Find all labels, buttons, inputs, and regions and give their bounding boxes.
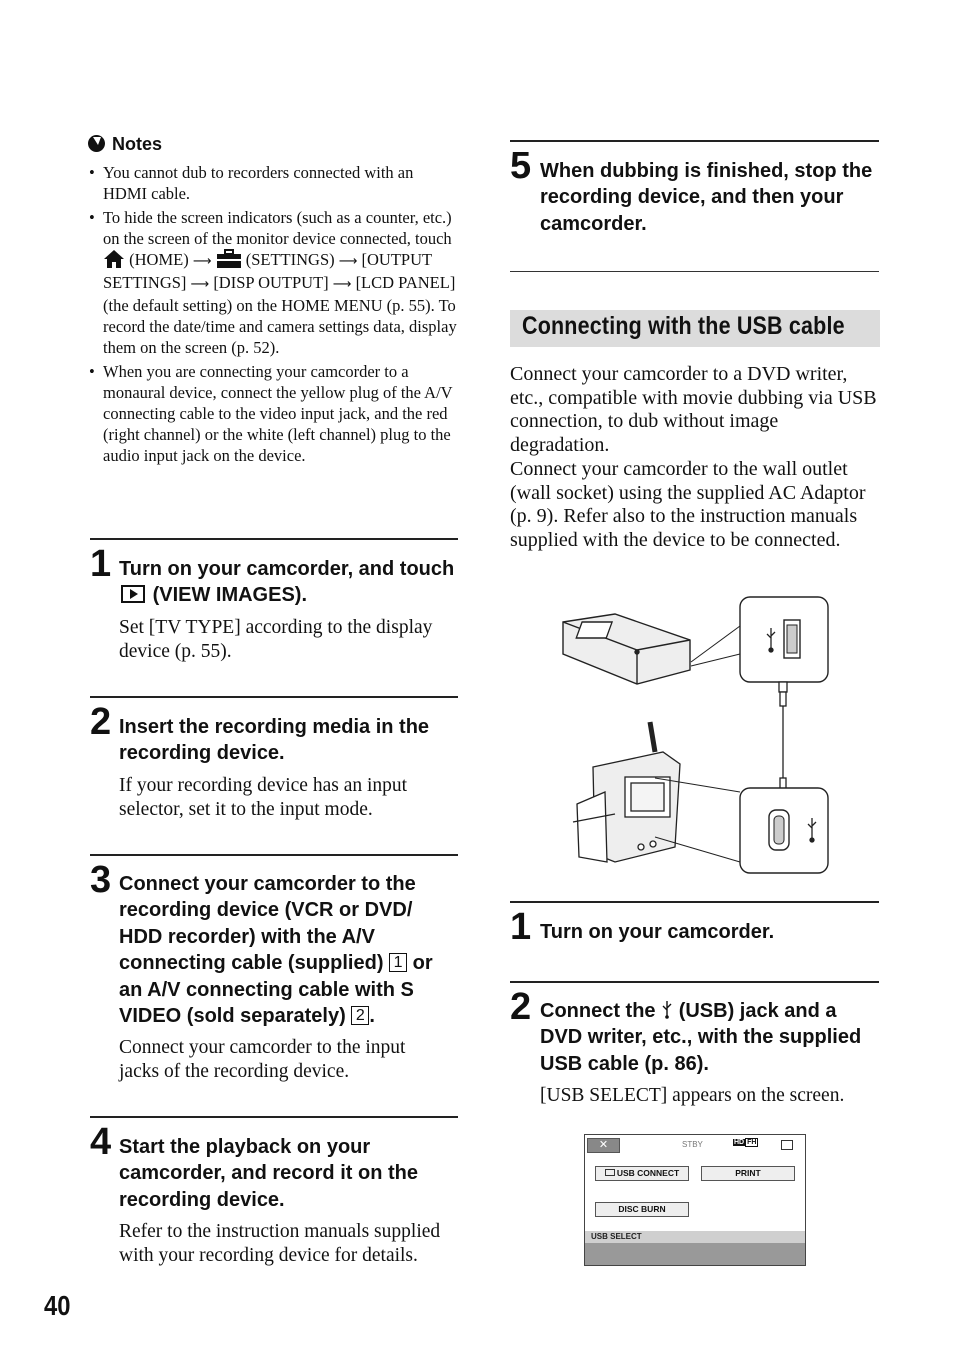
note-item: • To hide the screen indicators (such as a counter, etc.) on the screen of the monitor device connected, touch (HOME) ⟶ (SETTINGS) ⟶ [OUTPUT SETTINGS] ⟶ [DISP OUTPUT] ⟶ [LCD PANEL] (the default setting) on the HOME MENU (p. 55). To record the date/time and camera settings data, display them on the screen (p. 52).: [88, 207, 460, 358]
hd-fh-badge: [733, 1139, 758, 1146]
step-number: 2: [510, 986, 532, 1028]
note-item: • You cannot dub to recorders connected with an HDMI cable.: [88, 162, 460, 204]
step-number: 4: [90, 1121, 112, 1163]
section-rule: [510, 901, 879, 903]
step-number: 2: [90, 701, 112, 743]
hd-badge: HD: [734, 1139, 745, 1146]
section-rule: [510, 271, 879, 272]
play-icon: [121, 585, 145, 603]
section-rule: [90, 696, 458, 698]
disc-burn-button[interactable]: DISC BURN: [595, 1202, 689, 1217]
step-title: Turn on your camcorder.: [540, 921, 775, 943]
standby-indicator: STBY: [682, 1140, 703, 1149]
step-body: If your recording device has an input selector, set it to the input mode.: [119, 775, 408, 820]
usb-connect-button[interactable]: USB CONNECT: [595, 1166, 689, 1181]
card-icon: [781, 1140, 793, 1150]
usb-select-label: USB SELECT: [591, 1232, 642, 1241]
step-title: Start the playback on your camcorder, and record it on the recording device.: [119, 1136, 418, 1211]
step-number: 3: [90, 859, 112, 901]
arrow-right-icon: ⟶: [332, 277, 352, 292]
step-title: Connect the (USB) jack and a DVD writer, etc., with the supplied USB cable (p. 86).: [540, 1000, 862, 1075]
usb-section-heading: Connecting with the USB cable: [510, 310, 880, 347]
notes-heading-text: Notes: [112, 134, 163, 154]
notes-heading: [88, 133, 162, 155]
step-title: Turn on your camcorder, and touch (VIEW IMAGES).: [119, 558, 455, 607]
usb-connection-diagram: [555, 592, 835, 877]
step-body: Connect your camcorder to the input jacks of the recording device.: [119, 1037, 406, 1082]
section-rule: [90, 854, 458, 856]
usb-intro-paragraph: Connect your camcorder to a DVD writer, etc., compatible with movie dubbing via USB connection, to dub without image degradation.: [510, 363, 877, 456]
caution-icon: [88, 135, 105, 152]
callout-1: 1: [389, 953, 407, 972]
notes-list: [88, 162, 460, 469]
close-icon: ✕: [598, 1139, 609, 1151]
usb-cable: [779, 682, 787, 802]
note-item: • When you are connecting your camcorder to a monaural device, connect the yellow plug of the A/V connecting cable to the video input jack, and the red (right channel) or the white (left channel) plug to the audio input jack on the device.: [88, 361, 460, 466]
step-number: 5: [510, 145, 532, 187]
step-body: Set [TV TYPE] according to the display device (p. 55).: [119, 617, 433, 662]
usb-icon: [661, 1000, 673, 1020]
lcd-screen-illustration: [584, 1134, 806, 1266]
close-button[interactable]: [587, 1138, 620, 1153]
step-title: Connect your camcorder to the recording device (VCR or DVD/ HDD recorder) with the A/V connecting cable (supplied) 1 or an A/V connecting cable with S VIDEO (sold separately) 2 .: [119, 873, 433, 1028]
step-body: [USB SELECT] appears on the screen.: [540, 1085, 845, 1106]
section-rule: [90, 1116, 458, 1118]
step-title: Insert the recording media in the recording device.: [119, 716, 430, 765]
section-rule: [510, 140, 879, 142]
callout-2: 2: [351, 1006, 369, 1025]
home-icon: [103, 249, 125, 269]
arrow-right-icon: ⟶: [192, 254, 212, 269]
section-rule: [510, 981, 879, 983]
arrow-right-icon: ⟶: [190, 277, 210, 292]
lcd-footer: [585, 1231, 805, 1265]
dvd-writer-illustration: [563, 614, 690, 684]
usb-intro-paragraph: Connect your camcorder to the wall outlet (wall socket) using the supplied AC Adaptor (p. 9). Refer also to the instruction manuals supplied with the device to be connected.: [510, 458, 866, 551]
page-number: 40: [44, 1290, 71, 1321]
section-rule: [90, 538, 458, 540]
step-number: 1: [90, 543, 112, 585]
toolbox-icon: [216, 249, 242, 269]
step-title: When dubbing is finished, stop the recording device, and then your camcorder.: [540, 160, 873, 235]
computer-icon: [605, 1169, 615, 1176]
arrow-right-icon: ⟶: [338, 254, 358, 269]
fh-badge: FH: [747, 1139, 757, 1146]
step-body: Refer to the instruction manuals supplied with your recording device for details.: [119, 1221, 441, 1266]
camcorder-illustration: [573, 722, 680, 862]
print-button[interactable]: PRINT: [701, 1166, 795, 1181]
step-number: 1: [510, 906, 532, 948]
